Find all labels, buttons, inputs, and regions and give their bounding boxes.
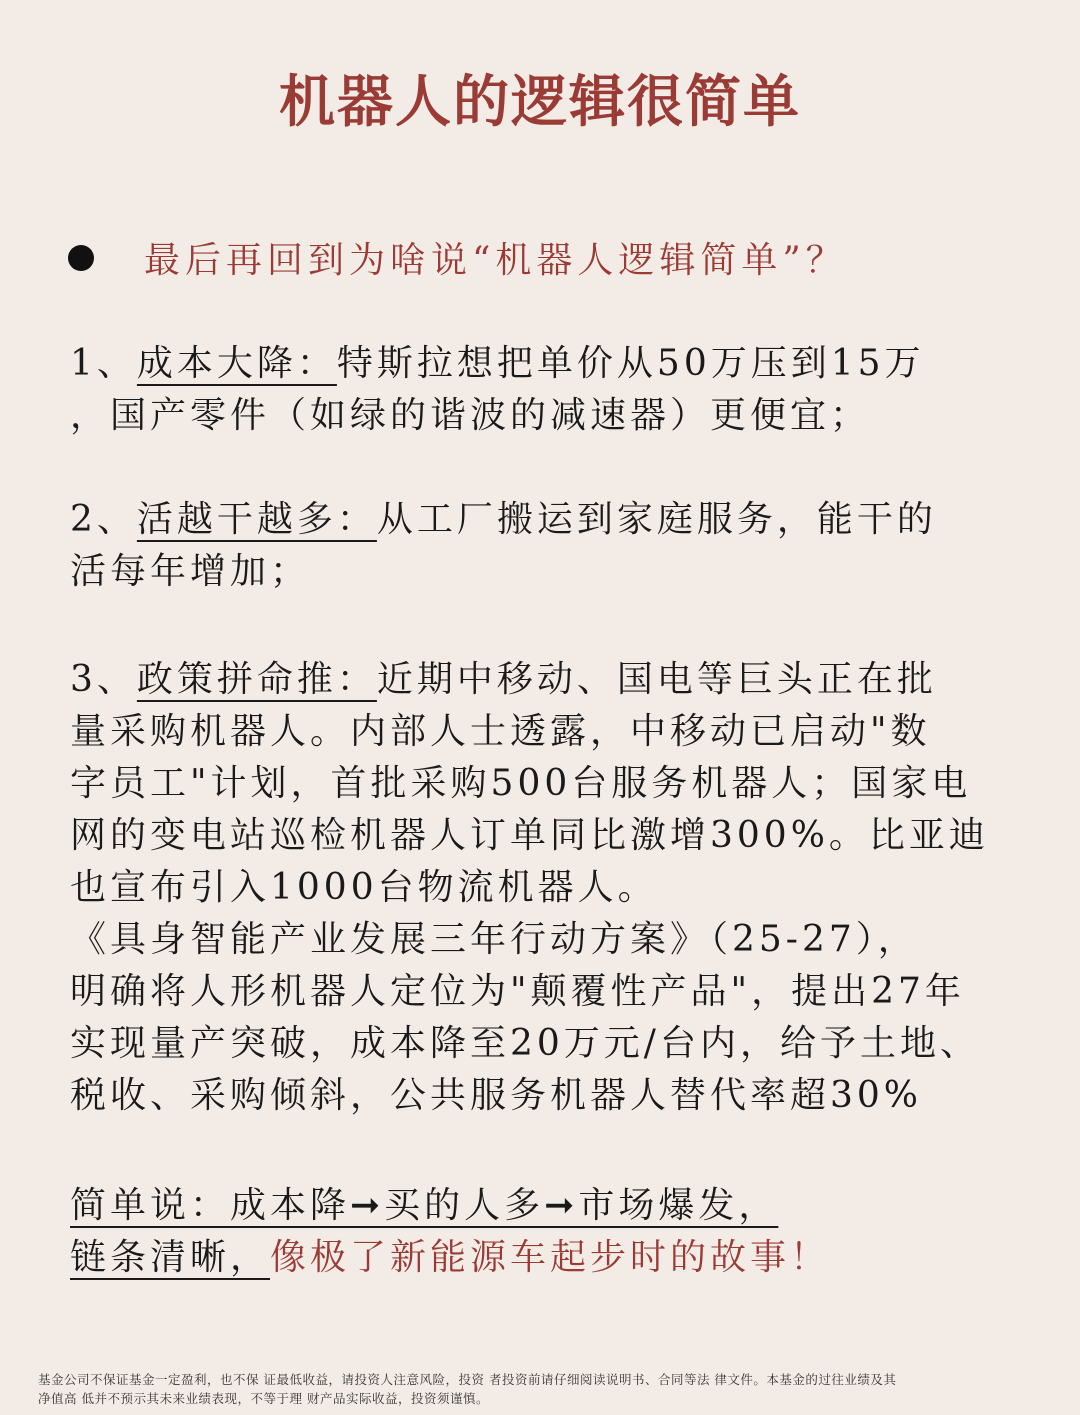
disclaimer	[38, 1370, 1053, 1408]
summary	[70, 1180, 1045, 1284]
point-3-text-line-7: 明确将人形机器人定位为"颠覆性产品"，提出27年	[70, 971, 965, 1012]
point-3-text-line-3: 字员工"计划，首批采购500台服务机器人；国家电	[70, 763, 972, 804]
point-3-text-line-6: 《具身智能产业发展三年行动方案》（25-27），	[70, 919, 918, 960]
point-1-heading: 成本大降：	[136, 343, 337, 384]
summary-line-1: 简单说：成本降➞买的人多➞市场爆发，	[70, 1185, 779, 1226]
point-1	[70, 338, 1045, 442]
point-2	[70, 494, 1045, 598]
point-2-heading: 活越干越多：	[136, 499, 377, 540]
point-3-text-line-9: 税收、采购倾斜，公共服务机器人替代率超30%	[70, 1075, 923, 1116]
point-1-text-line-1: 特斯拉想把单价从50万压到15万	[336, 343, 925, 384]
point-3-text-line-8: 实现量产突破，成本降至20万元/台内，给予土地、	[70, 1023, 980, 1064]
point-3-heading: 政策拼命推：	[136, 659, 377, 700]
page-title: 机器人的逻辑很简单	[279, 70, 801, 135]
point-3-text-line-5: 也宣布引入1000台物流机器人。	[70, 867, 658, 908]
bullet-dot-icon	[68, 245, 94, 271]
point-1-number: 1、	[70, 343, 137, 384]
point-2-number: 2、	[70, 499, 137, 540]
point-3-text-line-2: 量采购机器人。内部人士透露，中移动已启动"数	[70, 711, 931, 752]
summary-line-2-plain: 链条清晰，	[70, 1237, 271, 1278]
point-3-number: 3、	[70, 659, 137, 700]
point-2-text-line-1: 从工厂搬运到家庭服务，能干的	[376, 499, 937, 540]
point-2-text-line-2: 活每年增加；	[70, 551, 311, 592]
disclaimer-line-1: 基金公司不保证基金一定盈利，也不保 证最低收益，请投资人注意风险，投资 者投资前请仔细阅读说明书、合同等法 律文件。本基金的过往业绩及其	[38, 1372, 897, 1387]
point-1-text-line-2: ，国产零件（如绿的谐波的减速器）更便宜；	[70, 395, 871, 436]
bullet-question	[68, 232, 1018, 283]
disclaimer-line-2: 净值高 低并不预示其未来业绩表现，不等于理 财产品实际收益，投资须谨慎。	[38, 1391, 489, 1406]
bullet-question-text: 最后再回到为啥说“机器人逻辑简单”？	[144, 240, 847, 281]
point-3	[70, 654, 1045, 1122]
point-3-text-line-4: 网的变电站巡检机器人订单同比激增300%。比亚迪	[70, 815, 989, 856]
point-3-text-line-1: 近期中移动、国电等巨头正在批	[376, 659, 937, 700]
summary-line-2-highlight: 像极了新能源车起步时的故事！	[270, 1237, 831, 1278]
